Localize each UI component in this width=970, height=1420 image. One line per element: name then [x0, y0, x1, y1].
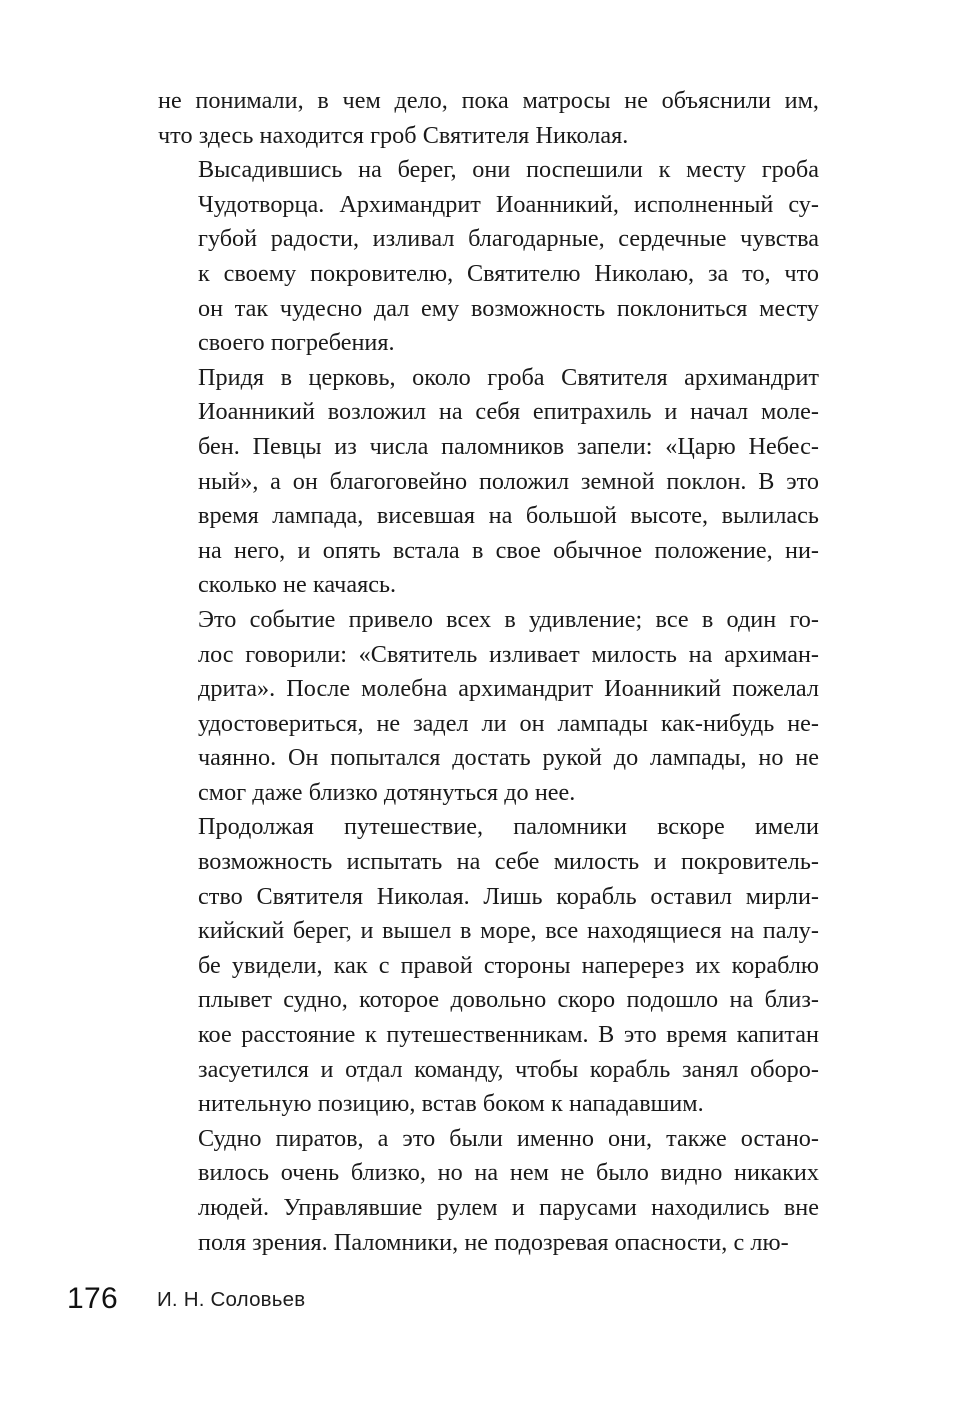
text-line: Высадившись на берег, они поспешили к месту гроба: [198, 156, 819, 184]
text-line: кийский берег, и вышел в море, все находящиеся на палу-: [198, 917, 819, 945]
text-line: смог даже близко дотянуться до нее.: [198, 778, 576, 806]
paragraph: [158, 1122, 819, 1260]
text-line: Чудотворца. Архимандрит Иоанникий, исполненный су-: [198, 190, 819, 218]
text-line: вилось очень близко, но на нем не было видно никаких: [198, 1159, 819, 1187]
text-line: своего погребения.: [198, 329, 395, 357]
paragraph: [158, 84, 819, 153]
text-line: нительную позицию, встав боком к нападавшим.: [198, 1090, 704, 1118]
paragraph: [158, 153, 819, 361]
text-line: поля зрения. Паломники, не подозревая опасности, с лю-: [198, 1228, 789, 1256]
paragraph: [158, 361, 819, 603]
text-line: плывет судно, которое довольно скоро подошло на близ-: [198, 986, 819, 1014]
text-line: Это событие привело всех в удивление; все в один го-: [198, 605, 819, 633]
text-line: Придя в церковь, около гроба Святителя архимандрит: [198, 363, 819, 391]
text-line: бен. Певцы из числа паломников запели: «Царю Небес-: [198, 432, 819, 460]
running-head-author: И. Н. Соловьев: [157, 1288, 306, 1311]
paragraph: [158, 810, 819, 1121]
text-line: чаянно. Он попытался достать рукой до лампады, но не: [198, 744, 819, 772]
text-line: ство Святителя Николая. Лишь корабль оставил мирли-: [198, 882, 819, 910]
page-footer: [0, 1281, 970, 1321]
text-line: лос говорили: «Святитель изливает милость на архиман-: [198, 640, 819, 668]
text-line: бе увидели, как с правой стороны наперерез их кораблю: [198, 951, 819, 979]
body-text-column: [158, 84, 819, 1260]
text-line: людей. Управлявшие рулем и парусами находились вне: [198, 1194, 819, 1221]
text-line: дрита». После молебна архимандрит Иоанникий пожелал: [198, 675, 819, 703]
text-line: к своему покровителю, Святителю Николаю, за то, что: [198, 259, 819, 287]
text-line: губой радости, изливал благодарные, сердечные чувства: [198, 225, 819, 253]
text-line: время лампада, висевшая на большой высоте, вылилась: [198, 502, 819, 530]
page-number: 176: [67, 1282, 118, 1315]
text-line: засуетился и отдал команду, чтобы корабль занял оборо-: [198, 1055, 819, 1083]
text-line: он так чудесно дал ему возможность поклониться месту: [198, 294, 819, 322]
text-line: ный», а он благоговейно положил земной поклон. В это: [198, 467, 819, 495]
text-line: возможность испытать на себе милость и покровитель-: [198, 848, 819, 876]
text-line: Судно пиратов, а это были именно они, также остано-: [198, 1124, 819, 1152]
text-line: не понимали, в чем дело, пока матросы не объяснили им,: [158, 87, 819, 114]
text-line: на него, и опять встала в свое обычное положение, ни-: [198, 536, 819, 564]
text-line: Иоанникий возложил на себя епитрахиль и начал моле-: [198, 398, 819, 426]
text-line: удостовериться, не задел ли он лампады как-нибудь не-: [198, 709, 819, 737]
text-line: что здесь находится гроб Святителя Николая.: [158, 121, 629, 149]
paragraph: [158, 603, 819, 811]
text-line: сколько не качаясь.: [198, 571, 397, 599]
text-line: Продолжая путешествие, паломники вскоре имели: [198, 813, 819, 841]
text-line: кое расстояние к путешественникам. В это время капитан: [198, 1021, 819, 1049]
